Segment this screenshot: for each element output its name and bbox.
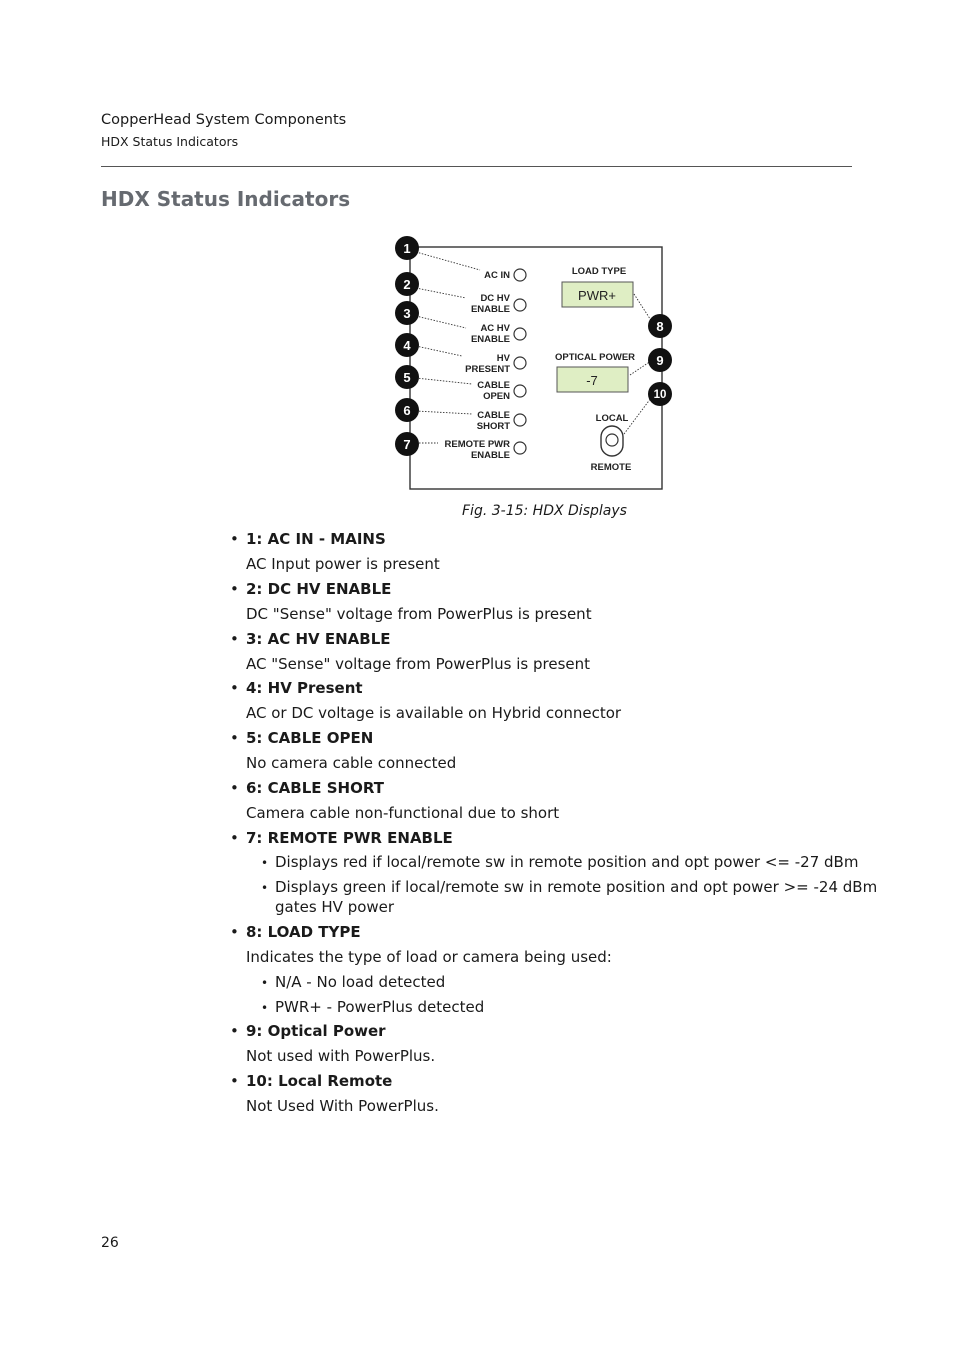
led-label-cable-short-1: CABLE bbox=[477, 410, 510, 421]
led-remote-pwr-enable bbox=[514, 442, 526, 454]
led-label-remote-pwr-1: REMOTE PWR bbox=[444, 439, 510, 450]
item-desc: Not used with PowerPlus. bbox=[246, 1047, 436, 1065]
item-heading: 7: REMOTE PWR ENABLE bbox=[246, 829, 453, 847]
bullet: • bbox=[230, 829, 239, 847]
led-cable-short bbox=[514, 414, 526, 426]
bullet: • bbox=[230, 580, 239, 598]
sub-item: Displays green if local/remote sw in remote position and opt power >= -24 dBm bbox=[275, 878, 878, 896]
item-desc: DC "Sense" voltage from PowerPlus is present bbox=[246, 605, 592, 623]
bullet: • bbox=[230, 530, 239, 548]
led-hv-present bbox=[514, 357, 526, 369]
bullet: • bbox=[230, 679, 239, 697]
page-number: 26 bbox=[101, 1235, 119, 1251]
item-heading: 9: Optical Power bbox=[246, 1022, 386, 1040]
item-heading: 3: AC HV ENABLE bbox=[246, 630, 391, 648]
led-dc-hv-enable bbox=[514, 299, 526, 311]
sub-bullet: • bbox=[261, 856, 269, 870]
led-label-cable-short-2: SHORT bbox=[476, 421, 510, 432]
led-label-ac-in: AC IN bbox=[484, 270, 510, 281]
load-type-value: PWR+ bbox=[578, 288, 616, 303]
item-heading: 8: LOAD TYPE bbox=[246, 923, 361, 941]
optical-power-label: OPTICAL POWER bbox=[554, 352, 636, 363]
led-label-ac-hv-2: ENABLE bbox=[470, 334, 510, 345]
optical-power-value: -7 bbox=[586, 373, 598, 388]
load-type-label: LOAD TYPE bbox=[571, 266, 627, 277]
led-ac-hv-enable bbox=[514, 328, 526, 340]
item-desc: Camera cable non-functional due to short bbox=[246, 804, 560, 822]
callout-2: 2 bbox=[403, 277, 411, 292]
led-label-dc-hv-2: ENABLE bbox=[470, 304, 510, 315]
callout-3: 3 bbox=[403, 306, 411, 321]
callout-10: 10 bbox=[653, 389, 667, 401]
hdx-display-figure bbox=[392, 234, 674, 496]
callout-9: 9 bbox=[656, 353, 664, 368]
item-heading: 10: Local Remote bbox=[246, 1072, 393, 1090]
item-heading: 2: DC HV ENABLE bbox=[246, 580, 392, 598]
running-header-subsection: HDX Status Indicators bbox=[101, 134, 239, 149]
led-label-cable-open-1: CABLE bbox=[477, 380, 510, 391]
sub-bullet: • bbox=[261, 976, 269, 990]
sub-item: Displays red if local/remote sw in remote position and opt power <= -27 dBm bbox=[275, 853, 859, 871]
callout-7: 7 bbox=[403, 437, 411, 452]
bullet: • bbox=[230, 923, 239, 941]
callout-1: 1 bbox=[403, 241, 411, 256]
sub-bullet: • bbox=[261, 881, 269, 895]
sub-item: N/A - No load detected bbox=[275, 973, 446, 991]
item-desc: AC or DC voltage is available on Hybrid connector bbox=[246, 704, 622, 722]
bullet: • bbox=[230, 729, 239, 747]
item-desc: AC "Sense" voltage from PowerPlus is present bbox=[246, 655, 591, 673]
item-desc: AC Input power is present bbox=[246, 555, 440, 573]
callout-6: 6 bbox=[403, 403, 411, 418]
callout-5: 5 bbox=[403, 370, 411, 385]
sub-item-continuation: gates HV power bbox=[275, 898, 395, 916]
item-heading: 1: AC IN - MAINS bbox=[246, 530, 386, 548]
header-rule bbox=[101, 166, 852, 167]
item-desc: Indicates the type of load or camera being used: bbox=[246, 948, 612, 966]
led-label-cable-open-2: OPEN bbox=[483, 391, 510, 402]
local-label: LOCAL bbox=[595, 413, 629, 424]
bullet: • bbox=[230, 1022, 239, 1040]
item-heading: 5: CABLE OPEN bbox=[246, 729, 374, 747]
item-heading: 6: CABLE SHORT bbox=[246, 779, 384, 797]
led-cable-open bbox=[514, 385, 526, 397]
running-header-section: CopperHead System Components bbox=[101, 112, 347, 128]
page-title: HDX Status Indicators bbox=[101, 187, 351, 211]
item-heading: 4: HV Present bbox=[246, 679, 363, 697]
item-desc: Not Used With PowerPlus. bbox=[246, 1097, 439, 1115]
item-desc: No camera cable connected bbox=[246, 754, 457, 772]
bullet: • bbox=[230, 779, 239, 797]
local-remote-switch-knob bbox=[606, 434, 618, 446]
led-label-dc-hv-1: DC HV bbox=[480, 293, 510, 304]
led-label-hv-1: HV bbox=[496, 353, 510, 364]
callout-8: 8 bbox=[656, 319, 664, 334]
sub-item: PWR+ - PowerPlus detected bbox=[275, 998, 485, 1016]
led-label-ac-hv-1: AC HV bbox=[480, 323, 510, 334]
callout-4: 4 bbox=[403, 338, 411, 353]
led-label-hv-2: PRESENT bbox=[465, 364, 510, 375]
figure-caption: Fig. 3-15: HDX Displays bbox=[462, 503, 627, 519]
bullet: • bbox=[230, 630, 239, 648]
sub-bullet: • bbox=[261, 1001, 269, 1015]
remote-label: REMOTE bbox=[590, 462, 632, 473]
bullet: • bbox=[230, 1072, 239, 1090]
led-label-remote-pwr-2: ENABLE bbox=[470, 450, 510, 461]
led-ac-in bbox=[514, 269, 526, 281]
